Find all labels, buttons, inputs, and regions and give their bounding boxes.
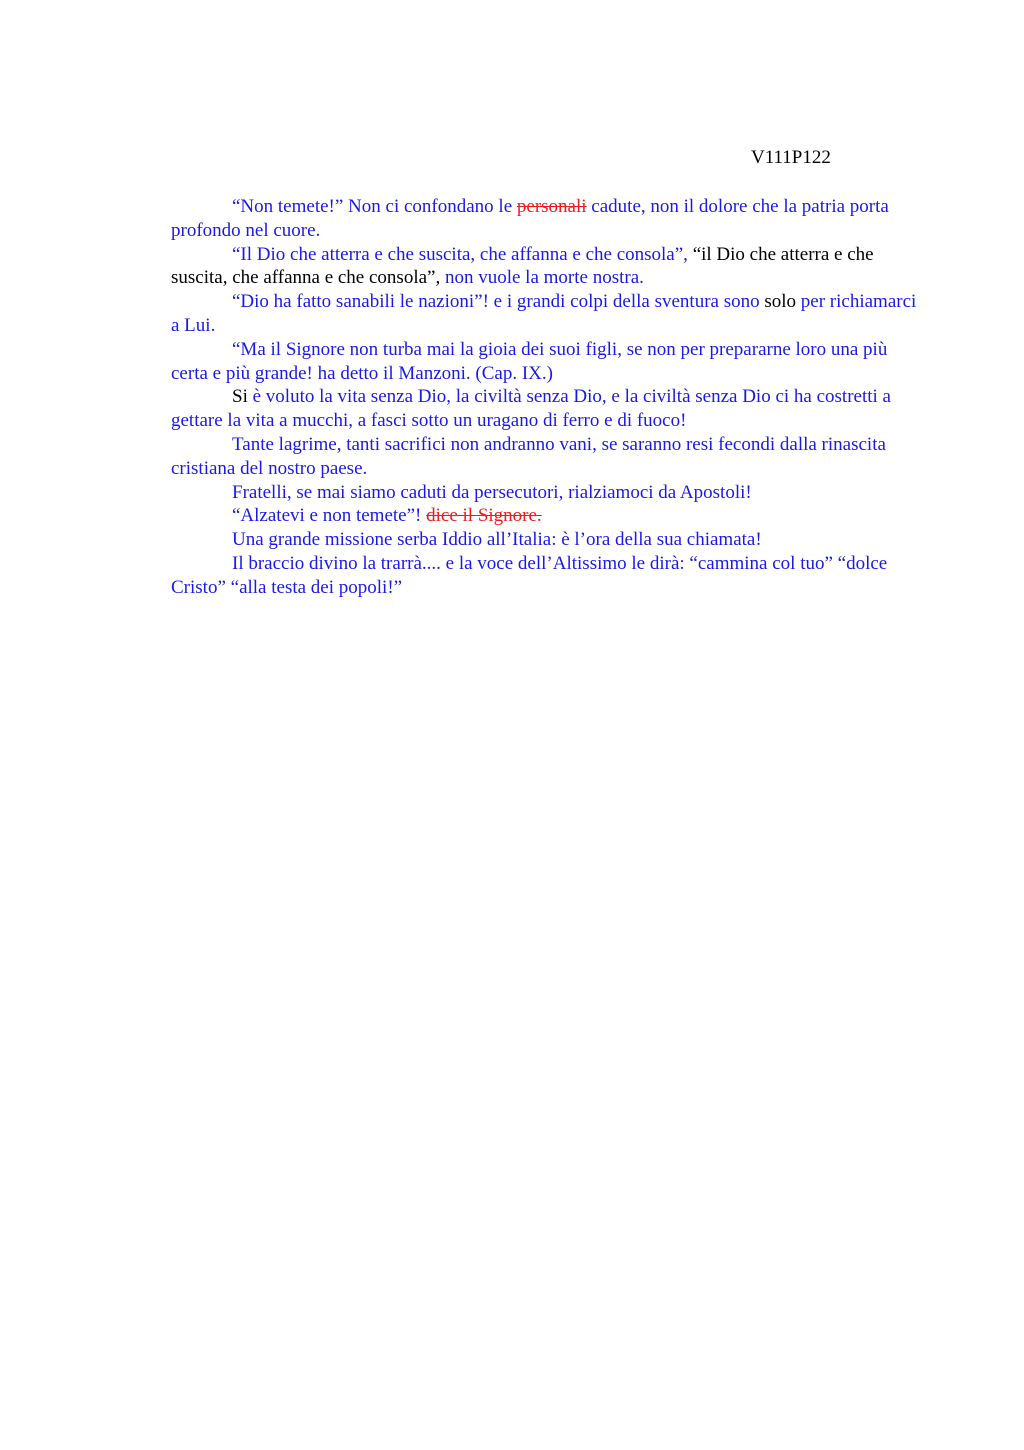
text-segment: non vuole la morte nostra.: [444, 267, 644, 289]
text-segment: solo: [764, 291, 797, 313]
paragraph: [171, 528, 921, 552]
paragraph: [171, 385, 921, 433]
paragraph: [171, 481, 921, 505]
text-segment: “Alzatevi e non temete”!: [232, 505, 427, 527]
paragraph: [171, 504, 921, 528]
text-segment: Fratelli, se mai siamo caduti da persecutori, rialziamoci da Apostoli!: [232, 481, 752, 503]
paragraph: [171, 552, 921, 600]
deleted-text: dice il Signore.: [426, 505, 542, 527]
text-segment: “il Dio che atterra e che suscita, che affanna e che consola”,: [171, 243, 874, 289]
paragraph: [171, 290, 921, 338]
text-segment: “Ma il Signore non turba mai la gioia dei suoi figli, se non per prepararne loro una più certa e più grande! ha detto il Manzoni. (Cap. IX.): [171, 338, 888, 384]
text-segment: Una grande missione serba Iddio all’Italia: è l’ora della sua chiamata!: [232, 529, 762, 551]
paragraph: [171, 433, 921, 481]
paragraph: [171, 195, 921, 243]
text-segment: è voluto la vita senza Dio, la civiltà senza Dio, e la civiltà senza Dio ci ha costretti a gettare la vita a mucchi, a fasci sotto un uragano di ferro e di fuoco!: [171, 386, 891, 432]
text-segment: per richiamarci a Lui.: [171, 291, 917, 336]
text-segment: Il braccio divino la trarrà.... e la voce dell’Altissimo le dirà: “cammina col tuo” “dolce Cristo” “alla testa dei popoli!”: [171, 552, 888, 598]
text-segment: “Non temete!” Non ci confondano le: [232, 196, 517, 217]
paragraph: [171, 338, 921, 386]
document-body: [171, 195, 921, 600]
text-segment: “Il Dio che atterra e che suscita, che affanna e che consola”,: [232, 243, 693, 265]
text-segment: cadute, non il dolore che la patria porta profondo nel cuore.: [171, 196, 889, 241]
text-segment: “Dio ha fatto sanabili le nazioni”! e i grandi colpi della sventura sono: [232, 291, 765, 313]
page-identifier: V111P122: [751, 147, 831, 168]
paragraph: [171, 243, 921, 291]
text-segment: Tante lagrime, tanti sacrifici non andranno vani, se saranno resi fecondi dalla rinascita cristiana del nostro paese.: [171, 433, 886, 479]
text-segment: Si: [232, 386, 253, 408]
deleted-text: personali: [516, 196, 587, 217]
